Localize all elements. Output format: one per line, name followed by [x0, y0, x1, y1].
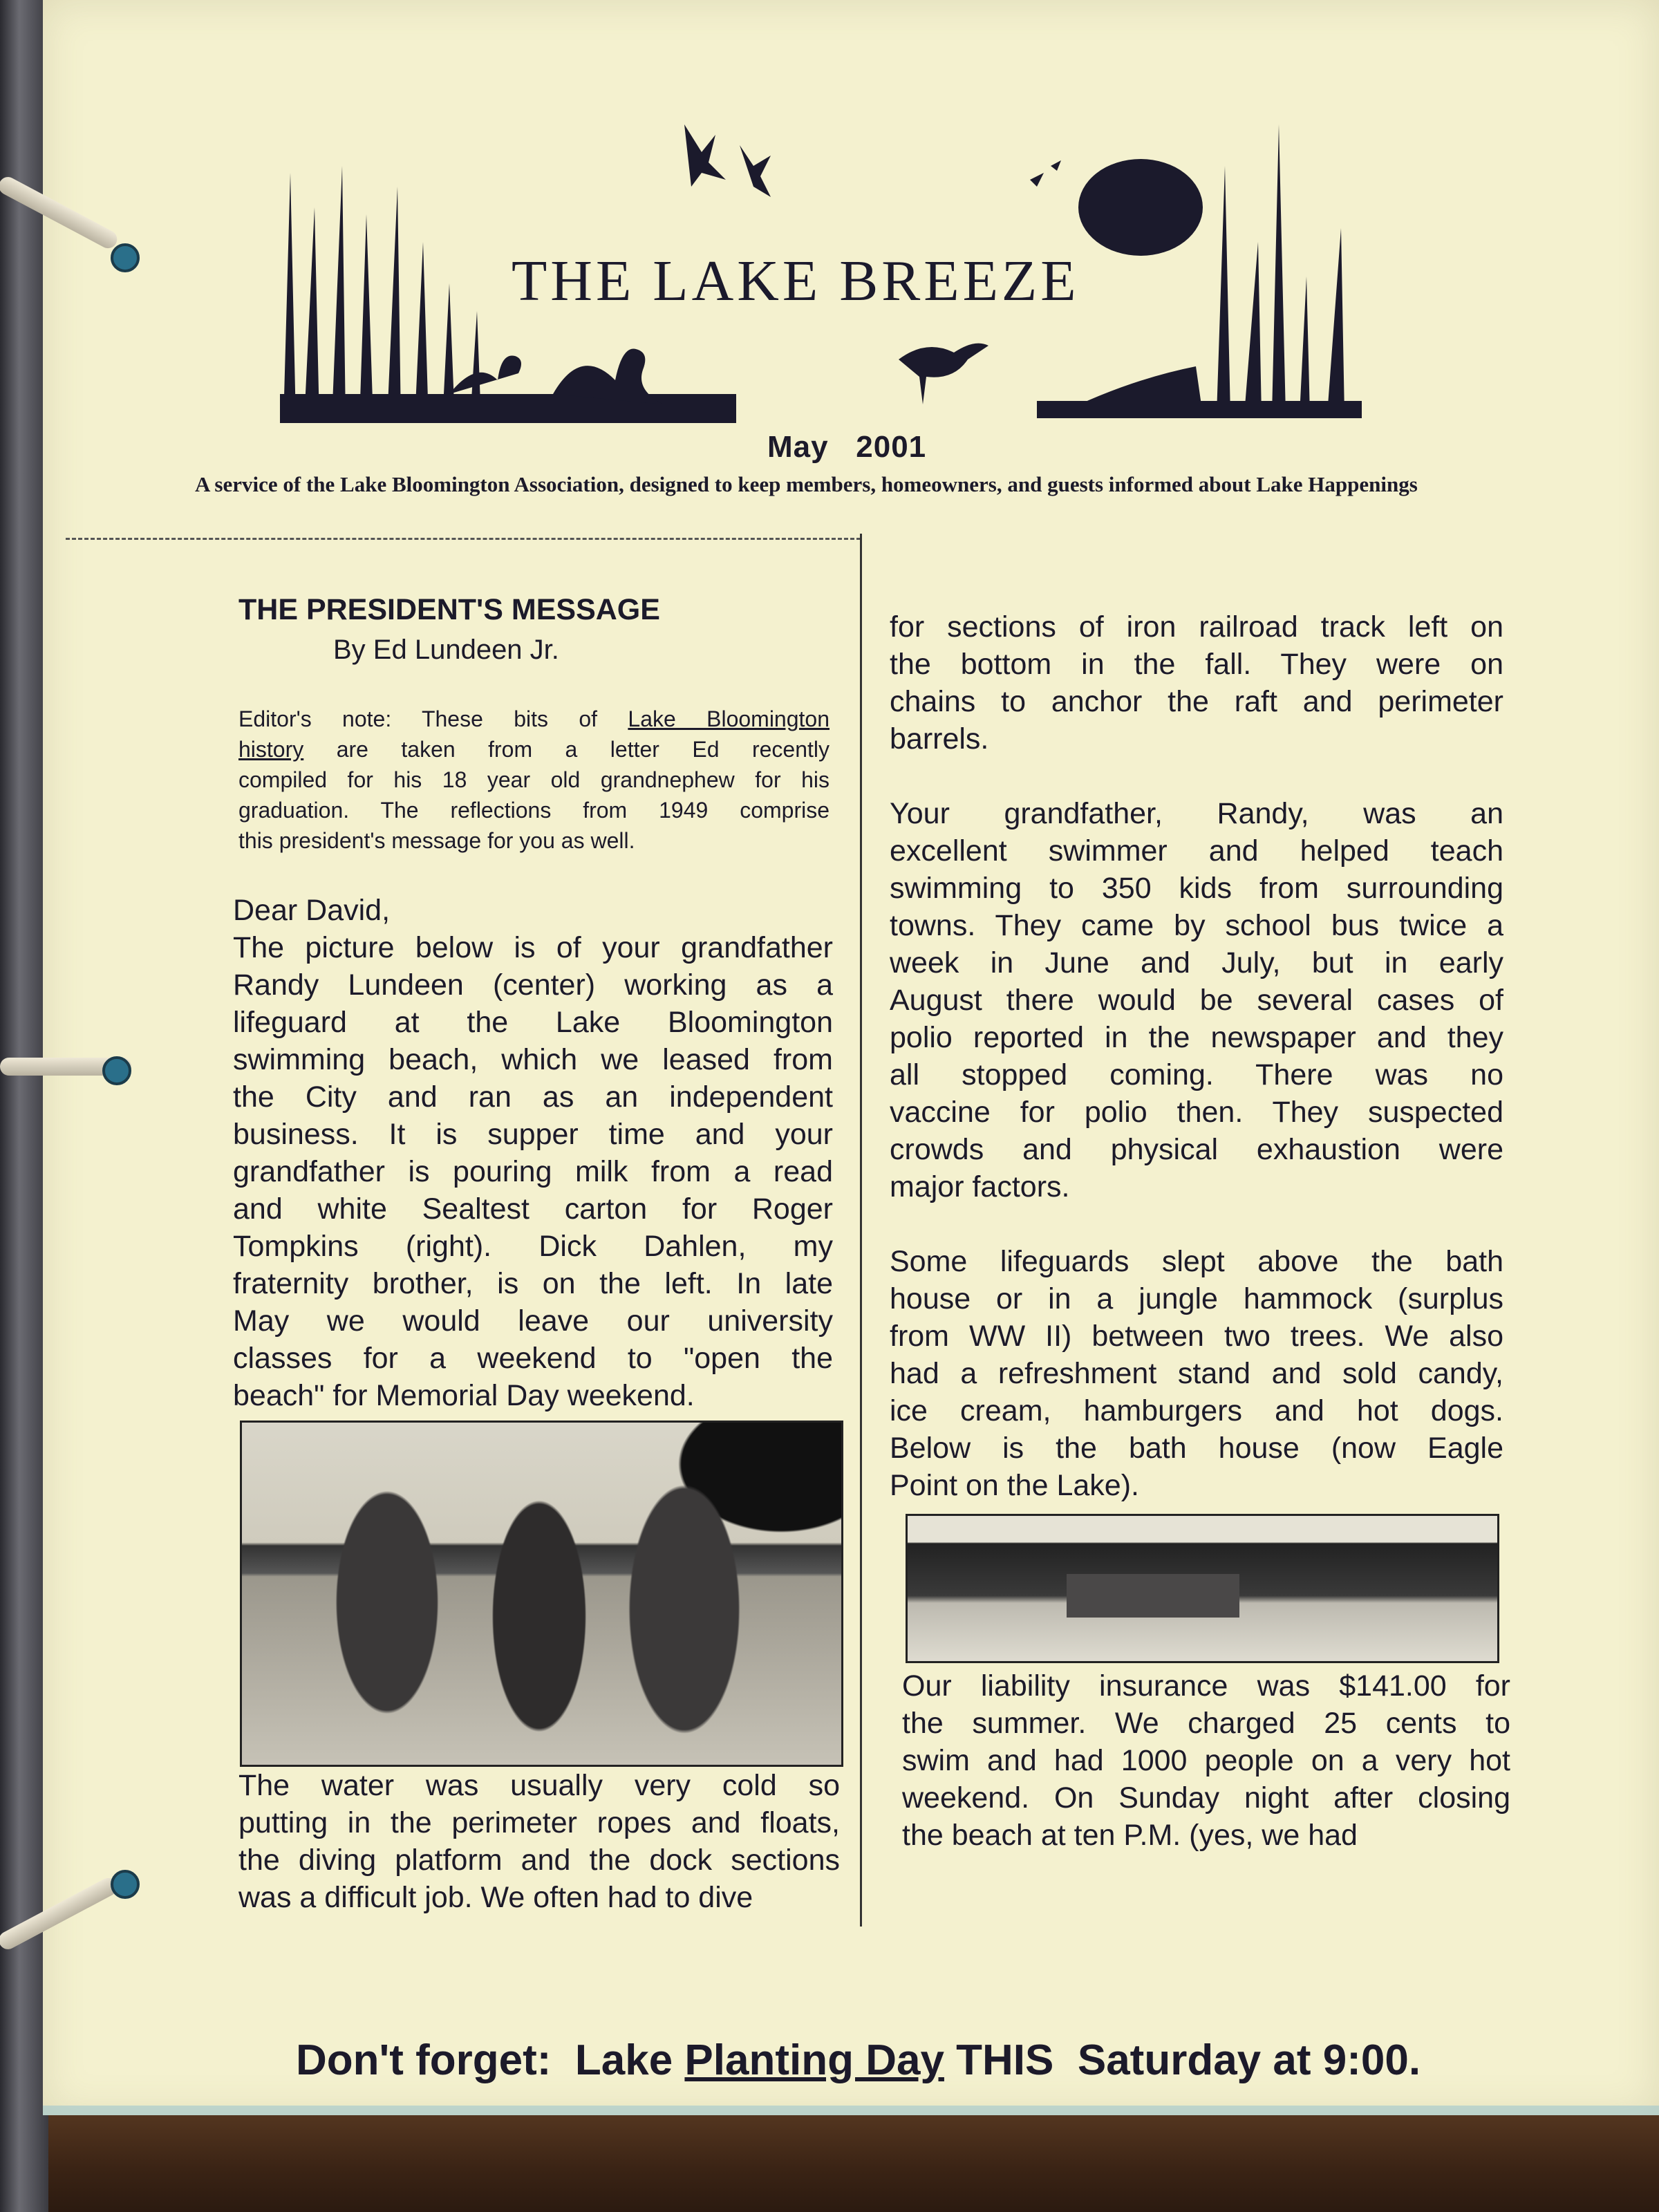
- text-line: ice cream, hamburgers and hot dogs.: [890, 1394, 1503, 1427]
- reeds-right-icon: [1037, 124, 1362, 418]
- text-line: the beach at ten P.M. (yes, we had: [902, 1819, 1358, 1852]
- text-line: putting in the perimeter ropes and floats,: [238, 1806, 840, 1839]
- reminder-suffix: THIS Saturday at 9:00.: [944, 2036, 1421, 2084]
- text-line: Tompkins (right). Dick Dahlen, my: [233, 1230, 833, 1263]
- binder-ring-end: [111, 243, 140, 272]
- planting-day-link-text: Planting Day: [684, 2036, 944, 2084]
- text-line: Below is the bath house (now Eagle: [890, 1432, 1503, 1465]
- text-line: Randy Lundeen (center) working as a: [233, 968, 833, 1002]
- sandpiper-icon: [899, 344, 988, 404]
- text-line: all stopped coming. There was no: [890, 1058, 1503, 1091]
- text-line: the City and ran as an independent: [233, 1080, 833, 1114]
- text-line: The picture below is of your grandfather: [233, 931, 833, 964]
- text-line: May we would leave our university: [233, 1304, 833, 1338]
- article-byline: By Ed Lundeen Jr.: [333, 635, 559, 665]
- text-line: Dear David,: [233, 894, 391, 927]
- paragraph-gap: [890, 1206, 1503, 1243]
- column-divider: [860, 534, 862, 1927]
- text-line: the diving platform and the dock sections: [238, 1844, 840, 1877]
- text-line: this president's message for you as well.: [238, 828, 635, 853]
- text-line: beach" for Memorial Day weekend.: [233, 1379, 695, 1412]
- text-line: Our liability insurance was $141.00 for: [902, 1669, 1510, 1703]
- issue-date: May 2001: [767, 430, 927, 464]
- text-line: graduation. The reflections from 1949 comprise: [238, 798, 830, 823]
- text-line: was a difficult job. We often had to dive: [238, 1881, 753, 1914]
- editors-note: [238, 704, 830, 856]
- text-line: the bottom in the fall. They were on: [890, 648, 1503, 681]
- left-column-text: [233, 892, 833, 1414]
- planting-day-reminder: [296, 2036, 1421, 2085]
- text-line: Your grandfather, Randy, was an: [890, 797, 1503, 830]
- text-line: excellent swimmer and helped teach: [890, 834, 1503, 868]
- header-rule: [66, 538, 861, 540]
- text-line: Some lifeguards slept above the bath: [890, 1245, 1503, 1278]
- text-line: week in June and July, but in early: [890, 946, 1503, 980]
- binder-ring-end: [111, 1870, 140, 1899]
- text-line: history are taken from a letter Ed recently: [238, 737, 830, 762]
- text-line: swim and had 1000 people on a very hot: [902, 1744, 1510, 1777]
- text-line: major factors.: [890, 1170, 1070, 1203]
- text-line: classes for a weekend to "open the: [233, 1342, 833, 1375]
- text-line: compiled for his 18 year old grandnephew for his: [238, 767, 830, 792]
- text-line: weekend. On Sunday night after closing: [902, 1781, 1510, 1815]
- binder-ring-end: [102, 1056, 131, 1085]
- flying-birds-icon: [684, 124, 1061, 197]
- left-photo-caption: [238, 1767, 840, 1916]
- text-line: business. It is supper time and your: [233, 1118, 833, 1151]
- text-line: The water was usually very cold so: [238, 1769, 840, 1802]
- text-line: and white Sealtest carton for Roger: [233, 1192, 833, 1226]
- right-photo-caption: [902, 1667, 1510, 1854]
- text-line: had a refreshment stand and sold candy,: [890, 1357, 1503, 1390]
- right-column-text: [890, 608, 1503, 1504]
- article-heading: THE PRESIDENT'S MESSAGE: [238, 593, 660, 626]
- text-line: chains to anchor the raft and perimeter: [890, 685, 1503, 718]
- bath-house-photo: [906, 1514, 1499, 1663]
- text-line: lifeguard at the Lake Bloomington: [233, 1006, 833, 1039]
- binder-spine: [0, 0, 48, 2212]
- text-line: Point on the Lake).: [890, 1469, 1139, 1502]
- text-line: house or in a jungle hammock (surplus: [890, 1282, 1503, 1315]
- text-line: fraternity brother, is on the left. In late: [233, 1267, 833, 1300]
- tagline: A service of the Lake Bloomington Association, designed to keep members, homeowners, and guests informed about Lake Happenings: [195, 472, 1418, 496]
- table-surface: [0, 2101, 1659, 2212]
- text-line: swimming beach, which we leased from: [233, 1043, 833, 1076]
- text-line: towns. They came by school bus twice a: [890, 909, 1503, 942]
- newsletter-title: THE LAKE BREEZE: [512, 249, 1080, 313]
- text-line: barrels.: [890, 722, 989, 756]
- text-line: swimming to 350 kids from surrounding: [890, 872, 1503, 905]
- reminder-prefix: Don't forget: Lake: [296, 2036, 685, 2084]
- text-line: the summer. We charged 25 cents to: [902, 1707, 1510, 1740]
- lifeguards-photo: [240, 1421, 843, 1767]
- text-line: vaccine for polio then. They suspected: [890, 1096, 1503, 1129]
- text-line: polio reported in the newspaper and they: [890, 1021, 1503, 1054]
- paragraph-gap: [890, 758, 1503, 795]
- text-line: crowds and physical exhaustion were: [890, 1133, 1503, 1166]
- text-line: for sections of iron railroad track left on: [890, 610, 1503, 644]
- text-line: August there would be several cases of: [890, 984, 1503, 1017]
- text-line: from WW II) between two trees. We also: [890, 1320, 1503, 1353]
- text-line: Editor's note: These bits of Lake Bloomington: [238, 706, 830, 731]
- text-line: grandfather is pouring milk from a read: [233, 1155, 833, 1188]
